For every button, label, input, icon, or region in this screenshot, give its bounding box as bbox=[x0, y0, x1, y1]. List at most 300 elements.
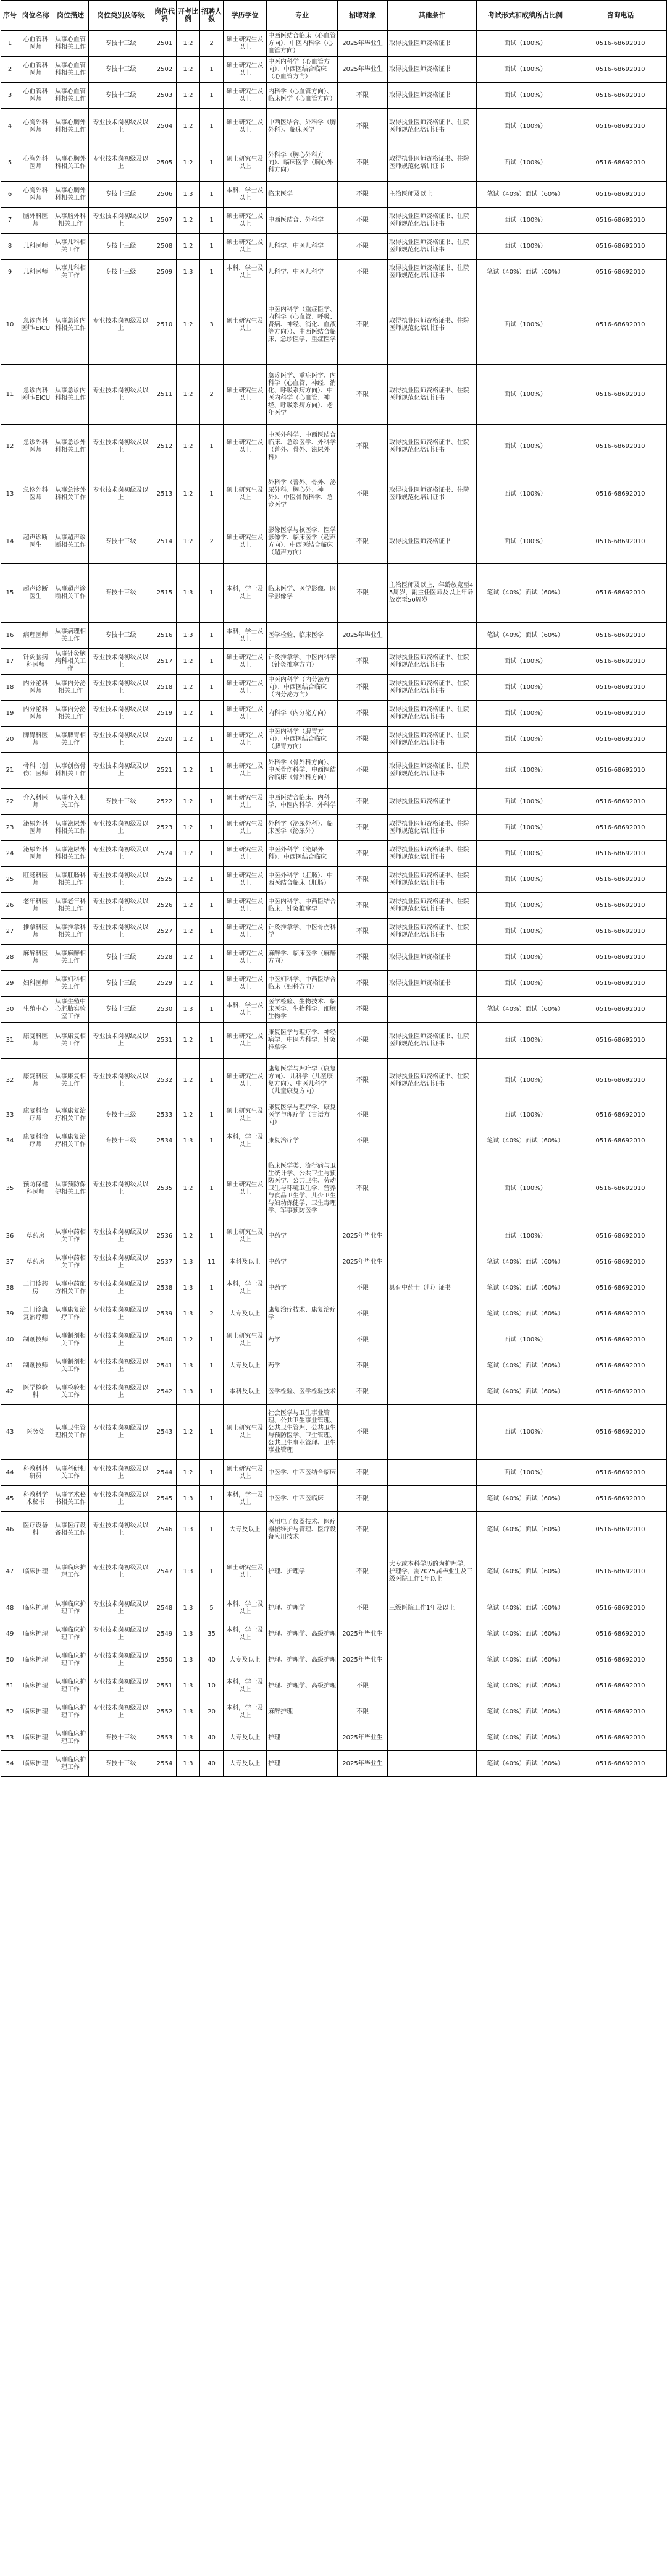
position-code-cell: 2515 bbox=[153, 564, 177, 623]
major-cell: 医学检验、医学检验技术 bbox=[267, 1379, 338, 1405]
table-row bbox=[1, 1621, 667, 1647]
position-desc-cell: 从事儿科相关工作 bbox=[52, 260, 89, 285]
position-desc-cell: 从事超声诊断相关工作 bbox=[52, 564, 89, 623]
position-desc-cell: 从事康复治疗相关工作 bbox=[52, 1102, 89, 1128]
exam-form-cell: 笔试（40%）面试（60%） bbox=[477, 623, 574, 649]
phone-cell: 0516-68692010 bbox=[574, 1154, 667, 1223]
exam-ratio-cell: 1:2 bbox=[177, 57, 200, 83]
exam-form-cell: 笔试（40%）面试（60%） bbox=[477, 1353, 574, 1379]
position-desc-cell: 从事超声诊断相关工作 bbox=[52, 520, 89, 564]
phone-cell: 0516-68692010 bbox=[574, 1647, 667, 1673]
headcount-cell: 1 bbox=[200, 841, 224, 867]
seq-cell: 29 bbox=[1, 971, 19, 997]
table-row bbox=[1, 1249, 667, 1275]
major-cell: 药学 bbox=[267, 1327, 338, 1353]
position-level-cell: 专技十三级 bbox=[89, 1128, 153, 1154]
headcount-cell: 3 bbox=[200, 285, 224, 365]
position-code-cell: 2530 bbox=[153, 997, 177, 1023]
position-desc-cell: 从事脑外科相关工作 bbox=[52, 208, 89, 234]
major-cell: 中医内科学、中西医结合临床、针灸推拿学 bbox=[267, 893, 338, 919]
headcount-cell: 2 bbox=[200, 365, 224, 425]
position-code-cell: 2501 bbox=[153, 31, 177, 57]
target-cell: 不限 bbox=[338, 789, 388, 815]
phone-cell: 0516-68692010 bbox=[574, 83, 667, 109]
exam-form-cell: 笔试（40%）面试（60%） bbox=[477, 1379, 574, 1405]
headcount-cell: 40 bbox=[200, 1751, 224, 1777]
education-cell: 硕士研究生及以上 bbox=[224, 815, 267, 841]
position-code-cell: 2509 bbox=[153, 260, 177, 285]
position-desc-cell: 从事心胸外科相关工作 bbox=[52, 109, 89, 145]
headcount-cell: 1 bbox=[200, 997, 224, 1023]
position-desc-cell: 从事康复治疗相关工作 bbox=[52, 1128, 89, 1154]
exam-ratio-cell: 1:2 bbox=[177, 815, 200, 841]
headcount-cell: 20 bbox=[200, 1699, 224, 1725]
phone-cell: 0516-68692010 bbox=[574, 208, 667, 234]
other-conditions-cell bbox=[388, 1154, 477, 1223]
education-cell: 硕士研究生及以上 bbox=[224, 520, 267, 564]
table-row bbox=[1, 1460, 667, 1486]
target-cell: 不限 bbox=[338, 1128, 388, 1154]
target-cell: 不限 bbox=[338, 701, 388, 727]
position-desc-cell: 从事妇科相关工作 bbox=[52, 971, 89, 997]
position-desc-cell: 从事中药配方相关工作 bbox=[52, 1275, 89, 1301]
position-level-cell: 专业技术岗初级及以上 bbox=[89, 867, 153, 893]
exam-form-cell: 笔试（40%）面试（60%） bbox=[477, 1725, 574, 1751]
exam-ratio-cell: 1:2 bbox=[177, 468, 200, 520]
table-row bbox=[1, 1405, 667, 1460]
target-cell: 不限 bbox=[338, 893, 388, 919]
education-cell: 本科，学士及以上 bbox=[224, 1595, 267, 1621]
major-cell: 外科学（泌尿外科）、临床医学（泌尿外） bbox=[267, 815, 338, 841]
table-row bbox=[1, 623, 667, 649]
education-cell: 硕士研究生及以上 bbox=[224, 1023, 267, 1059]
position-code-cell: 2504 bbox=[153, 109, 177, 145]
education-cell: 本科，学士及以上 bbox=[224, 623, 267, 649]
seq-cell: 28 bbox=[1, 945, 19, 971]
header-cell: 专业 bbox=[267, 1, 338, 31]
position-name-cell: 急诊外科医师 bbox=[19, 468, 52, 520]
phone-cell: 0516-68692010 bbox=[574, 1102, 667, 1128]
header-cell: 学历学位 bbox=[224, 1, 267, 31]
exam-ratio-cell: 1:2 bbox=[177, 1059, 200, 1102]
education-cell: 硕士研究生及以上 bbox=[224, 31, 267, 57]
position-name-cell: 康复科医师 bbox=[19, 1023, 52, 1059]
position-name-cell: 儿科医师 bbox=[19, 234, 52, 260]
position-code-cell: 2516 bbox=[153, 623, 177, 649]
target-cell: 不限 bbox=[338, 1379, 388, 1405]
header-cell: 岗位类别及等级 bbox=[89, 1, 153, 31]
seq-cell: 19 bbox=[1, 701, 19, 727]
exam-form-cell: 面试（100%） bbox=[477, 971, 574, 997]
other-conditions-cell: 取得执业医师资格证书、住院医师规范化培训证书 bbox=[388, 841, 477, 867]
headcount-cell: 1 bbox=[200, 145, 224, 182]
table-row bbox=[1, 675, 667, 701]
exam-form-cell: 面试（100%） bbox=[477, 841, 574, 867]
header-cell: 岗位名称 bbox=[19, 1, 52, 31]
position-desc-cell: 从事心血管科相关工作 bbox=[52, 57, 89, 83]
major-cell: 中西医结合临床（心血管方向）、中医内科学（心血管方向） bbox=[267, 31, 338, 57]
headcount-cell: 1 bbox=[200, 1059, 224, 1102]
target-cell: 2025年毕业生 bbox=[338, 1621, 388, 1647]
phone-cell: 0516-68692010 bbox=[574, 365, 667, 425]
position-desc-cell: 从事急诊外科相关工作 bbox=[52, 468, 89, 520]
target-cell: 不限 bbox=[338, 1405, 388, 1460]
education-cell: 硕士研究生及以上 bbox=[224, 649, 267, 675]
other-conditions-cell bbox=[388, 1379, 477, 1405]
major-cell: 护理 bbox=[267, 1751, 338, 1777]
position-name-cell: 医学检验科 bbox=[19, 1379, 52, 1405]
position-desc-cell: 从事内分泌相关工作 bbox=[52, 675, 89, 701]
position-code-cell: 2503 bbox=[153, 83, 177, 109]
exam-ratio-cell: 1:3 bbox=[177, 1512, 200, 1548]
position-level-cell: 专业技术岗初级及以上 bbox=[89, 919, 153, 945]
major-cell: 内科学（内分泌方向） bbox=[267, 701, 338, 727]
headcount-cell: 40 bbox=[200, 1647, 224, 1673]
exam-form-cell: 面试（100%） bbox=[477, 57, 574, 83]
table-row bbox=[1, 182, 667, 208]
exam-ratio-cell: 1:2 bbox=[177, 893, 200, 919]
seq-cell: 10 bbox=[1, 285, 19, 365]
position-name-cell: 泌尿外科医师 bbox=[19, 815, 52, 841]
seq-cell: 35 bbox=[1, 1154, 19, 1223]
education-cell: 本科及以上 bbox=[224, 1249, 267, 1275]
target-cell: 不限 bbox=[338, 425, 388, 468]
target-cell: 不限 bbox=[338, 109, 388, 145]
position-name-cell: 儿科医师 bbox=[19, 260, 52, 285]
phone-cell: 0516-68692010 bbox=[574, 1486, 667, 1512]
seq-cell: 30 bbox=[1, 997, 19, 1023]
table-row bbox=[1, 727, 667, 753]
education-cell: 硕士研究生及以上 bbox=[224, 945, 267, 971]
position-desc-cell: 从事卫生管理相关工作 bbox=[52, 1405, 89, 1460]
seq-cell: 50 bbox=[1, 1647, 19, 1673]
headcount-cell: 40 bbox=[200, 1725, 224, 1751]
table-row bbox=[1, 1223, 667, 1249]
position-name-cell: 针灸脑病科医师 bbox=[19, 649, 52, 675]
exam-ratio-cell: 1:2 bbox=[177, 1154, 200, 1223]
target-cell: 不限 bbox=[338, 971, 388, 997]
position-desc-cell: 从事心胸外科相关工作 bbox=[52, 182, 89, 208]
target-cell: 2025年毕业生 bbox=[338, 1647, 388, 1673]
position-code-cell: 2502 bbox=[153, 57, 177, 83]
exam-ratio-cell: 1:2 bbox=[177, 285, 200, 365]
education-cell: 硕士研究生及以上 bbox=[224, 365, 267, 425]
position-level-cell: 专技十三级 bbox=[89, 1751, 153, 1777]
exam-form-cell: 笔试（40%）面试（60%） bbox=[477, 1751, 574, 1777]
position-name-cell: 急诊外科医师 bbox=[19, 425, 52, 468]
position-desc-cell: 从事中药相关工作 bbox=[52, 1223, 89, 1249]
position-desc-cell: 从事脾胃相关工作 bbox=[52, 727, 89, 753]
education-cell: 硕士研究生及以上 bbox=[224, 57, 267, 83]
phone-cell: 0516-68692010 bbox=[574, 649, 667, 675]
position-code-cell: 2549 bbox=[153, 1621, 177, 1647]
seq-cell: 37 bbox=[1, 1249, 19, 1275]
exam-form-cell: 笔试（40%）面试（60%） bbox=[477, 1128, 574, 1154]
other-conditions-cell bbox=[388, 1621, 477, 1647]
position-name-cell: 生殖中心 bbox=[19, 997, 52, 1023]
exam-ratio-cell: 1:2 bbox=[177, 234, 200, 260]
table-row bbox=[1, 867, 667, 893]
seq-cell: 17 bbox=[1, 649, 19, 675]
position-level-cell: 专业技术岗初级及以上 bbox=[89, 109, 153, 145]
position-level-cell: 专业技术岗初级及以上 bbox=[89, 208, 153, 234]
seq-cell: 33 bbox=[1, 1102, 19, 1128]
target-cell: 不限 bbox=[338, 1059, 388, 1102]
table-row bbox=[1, 1725, 667, 1751]
position-desc-cell: 从事生殖中心胚胎实验室工作 bbox=[52, 997, 89, 1023]
position-level-cell: 专业技术岗初级及以上 bbox=[89, 727, 153, 753]
table-row bbox=[1, 841, 667, 867]
exam-form-cell: 面试（100%） bbox=[477, 1059, 574, 1102]
seq-cell: 36 bbox=[1, 1223, 19, 1249]
education-cell: 硕士研究生及以上 bbox=[224, 1460, 267, 1486]
position-desc-cell: 从事临床护理工作 bbox=[52, 1647, 89, 1673]
position-level-cell: 专业技术岗初级及以上 bbox=[89, 1595, 153, 1621]
position-desc-cell: 从事麻醉相关工作 bbox=[52, 945, 89, 971]
major-cell: 影像医学与核医学、医学影像学、临床医学（超声方向）、中西医结合临床（超声方向） bbox=[267, 520, 338, 564]
headcount-cell: 1 bbox=[200, 727, 224, 753]
position-code-cell: 2546 bbox=[153, 1512, 177, 1548]
seq-cell: 46 bbox=[1, 1512, 19, 1548]
major-cell: 康复治疗学 bbox=[267, 1128, 338, 1154]
position-desc-cell: 从事中药相关工作 bbox=[52, 1249, 89, 1275]
position-level-cell: 专业技术岗初级及以上 bbox=[89, 1379, 153, 1405]
target-cell: 不限 bbox=[338, 997, 388, 1023]
major-cell: 中医内科学（重症医学、内科学（心血管、呼吸、肾病、神经、消化、血液等方向））、中西医结合临床、急诊医学、重症医学 bbox=[267, 285, 338, 365]
exam-form-cell: 笔试（40%）面试（60%） bbox=[477, 260, 574, 285]
major-cell: 护理 bbox=[267, 1725, 338, 1751]
major-cell: 中医妇科学、中西医结合临床（妇科方向） bbox=[267, 971, 338, 997]
table-row bbox=[1, 468, 667, 520]
target-cell: 不限 bbox=[338, 182, 388, 208]
exam-ratio-cell: 1:3 bbox=[177, 1673, 200, 1699]
table-row bbox=[1, 520, 667, 564]
target-cell: 不限 bbox=[338, 208, 388, 234]
position-name-cell: 老年科医师 bbox=[19, 893, 52, 919]
headcount-cell: 1 bbox=[200, 425, 224, 468]
headcount-cell: 1 bbox=[200, 208, 224, 234]
education-cell: 硕士研究生及以上 bbox=[224, 675, 267, 701]
position-desc-cell: 从事临床护理工作 bbox=[52, 1673, 89, 1699]
position-desc-cell: 从事科研相关工作 bbox=[52, 1460, 89, 1486]
position-name-cell: 临床护理 bbox=[19, 1548, 52, 1595]
position-code-cell: 2517 bbox=[153, 649, 177, 675]
education-cell: 硕士研究生及以上 bbox=[224, 1548, 267, 1595]
other-conditions-cell: 取得执业医师资格证书、住院医师规范化培训证书 bbox=[388, 425, 477, 468]
exam-form-cell: 面试（100%） bbox=[477, 1327, 574, 1353]
exam-form-cell: 面试（100%） bbox=[477, 815, 574, 841]
position-code-cell: 2528 bbox=[153, 945, 177, 971]
seq-cell: 27 bbox=[1, 919, 19, 945]
position-level-cell: 专业技术岗初级及以上 bbox=[89, 425, 153, 468]
position-desc-cell: 从事临床护理工作 bbox=[52, 1595, 89, 1621]
other-conditions-cell: 取得执业医师资格证书、住院医师规范化培训证书 bbox=[388, 1023, 477, 1059]
position-name-cell: 草药房 bbox=[19, 1249, 52, 1275]
headcount-cell: 10 bbox=[200, 1673, 224, 1699]
seq-cell: 42 bbox=[1, 1379, 19, 1405]
exam-form-cell: 面试（100%） bbox=[477, 867, 574, 893]
headcount-cell: 1 bbox=[200, 468, 224, 520]
other-conditions-cell: 大专或本科学历的为护理学，护理学，需2025届毕业生及三级医院工作1年以上 bbox=[388, 1548, 477, 1595]
table-row bbox=[1, 945, 667, 971]
position-level-cell: 专技十三级 bbox=[89, 997, 153, 1023]
position-name-cell: 临床护理 bbox=[19, 1673, 52, 1699]
position-desc-cell: 从事心血管科相关工作 bbox=[52, 83, 89, 109]
other-conditions-cell bbox=[388, 1699, 477, 1725]
major-cell: 中药学 bbox=[267, 1275, 338, 1301]
phone-cell: 0516-68692010 bbox=[574, 971, 667, 997]
seq-cell: 18 bbox=[1, 675, 19, 701]
headcount-cell: 1 bbox=[200, 1154, 224, 1223]
position-name-cell: 骨科（创伤）医师 bbox=[19, 753, 52, 789]
position-level-cell: 专业技术岗初级及以上 bbox=[89, 1699, 153, 1725]
position-desc-cell: 从事创伤骨科相关工作 bbox=[52, 753, 89, 789]
headcount-cell: 1 bbox=[200, 1353, 224, 1379]
position-level-cell: 专业技术岗初级及以上 bbox=[89, 1249, 153, 1275]
table-row bbox=[1, 1486, 667, 1512]
position-name-cell: 制剂技师 bbox=[19, 1353, 52, 1379]
phone-cell: 0516-68692010 bbox=[574, 1673, 667, 1699]
other-conditions-cell bbox=[388, 1249, 477, 1275]
education-cell: 硕士研究生及以上 bbox=[224, 971, 267, 997]
position-code-cell: 2524 bbox=[153, 841, 177, 867]
major-cell: 针灸推拿学、中医内科学（针灸推拿方向） bbox=[267, 649, 338, 675]
table-row bbox=[1, 1023, 667, 1059]
position-name-cell: 脾胃科医师 bbox=[19, 727, 52, 753]
phone-cell: 0516-68692010 bbox=[574, 1751, 667, 1777]
position-name-cell: 临床护理 bbox=[19, 1751, 52, 1777]
exam-ratio-cell: 1:2 bbox=[177, 701, 200, 727]
position-name-cell: 心血管科医师 bbox=[19, 83, 52, 109]
other-conditions-cell bbox=[388, 1102, 477, 1128]
education-cell: 本科，学士及以上 bbox=[224, 260, 267, 285]
exam-ratio-cell: 1:3 bbox=[177, 1249, 200, 1275]
target-cell: 不限 bbox=[338, 919, 388, 945]
education-cell: 硕士研究生及以上 bbox=[224, 753, 267, 789]
position-desc-cell: 从事临床护理工作 bbox=[52, 1699, 89, 1725]
target-cell: 不限 bbox=[338, 1512, 388, 1548]
position-name-cell: 草药房 bbox=[19, 1223, 52, 1249]
seq-cell: 6 bbox=[1, 182, 19, 208]
seq-cell: 44 bbox=[1, 1460, 19, 1486]
position-code-cell: 2535 bbox=[153, 1154, 177, 1223]
seq-cell: 43 bbox=[1, 1405, 19, 1460]
position-code-cell: 2505 bbox=[153, 145, 177, 182]
education-cell: 本科，学士及以上 bbox=[224, 997, 267, 1023]
major-cell: 外科学（胸心外科方向）、临床医学（胸心外科方向） bbox=[267, 145, 338, 182]
position-name-cell: 科教科学术秘书 bbox=[19, 1486, 52, 1512]
exam-ratio-cell: 1:3 bbox=[177, 1699, 200, 1725]
position-code-cell: 2514 bbox=[153, 520, 177, 564]
phone-cell: 0516-68692010 bbox=[574, 623, 667, 649]
position-code-cell: 2537 bbox=[153, 1249, 177, 1275]
exam-ratio-cell: 1:3 bbox=[177, 1751, 200, 1777]
major-cell: 中医外科学（泌尿外科）、中西医结合临床 bbox=[267, 841, 338, 867]
position-level-cell: 专业技术岗初级及以上 bbox=[89, 701, 153, 727]
major-cell: 护理、护理学、高级护理 bbox=[267, 1673, 338, 1699]
major-cell: 麻醉学、临床医学（麻醉方向） bbox=[267, 945, 338, 971]
seq-cell: 45 bbox=[1, 1486, 19, 1512]
other-conditions-cell: 取得执业医师资格证书 bbox=[388, 789, 477, 815]
exam-ratio-cell: 1:3 bbox=[177, 1486, 200, 1512]
other-conditions-cell bbox=[388, 1751, 477, 1777]
target-cell: 不限 bbox=[338, 815, 388, 841]
position-name-cell: 脑外科医师 bbox=[19, 208, 52, 234]
headcount-cell: 1 bbox=[200, 1379, 224, 1405]
major-cell: 内科学（心血管方向）、临床医学（心血管方向） bbox=[267, 83, 338, 109]
major-cell: 中医内科学（心血管方向）、中西医结合临床（心血管方向） bbox=[267, 57, 338, 83]
major-cell: 中医外科学（肛肠）、中西医结合临床（肛肠） bbox=[267, 867, 338, 893]
phone-cell: 0516-68692010 bbox=[574, 1512, 667, 1548]
exam-form-cell: 面试（100%） bbox=[477, 425, 574, 468]
table-row bbox=[1, 1673, 667, 1699]
other-conditions-cell bbox=[388, 1405, 477, 1460]
exam-form-cell: 面试（100%） bbox=[477, 1102, 574, 1128]
other-conditions-cell: 取得执业医师资格证书、住院医师规范化培训证书 bbox=[388, 649, 477, 675]
exam-ratio-cell: 1:2 bbox=[177, 753, 200, 789]
headcount-cell: 35 bbox=[200, 1621, 224, 1647]
headcount-cell: 1 bbox=[200, 1128, 224, 1154]
education-cell: 硕士研究生及以上 bbox=[224, 727, 267, 753]
exam-form-cell: 面试（100%） bbox=[477, 893, 574, 919]
target-cell: 不限 bbox=[338, 727, 388, 753]
exam-ratio-cell: 1:3 bbox=[177, 1595, 200, 1621]
major-cell: 急诊医学、重症医学、内科学（心血管、神经、消化、呼吸系病方向）、中医内科学（心血管、神经、呼吸系病方向）、老年医学 bbox=[267, 365, 338, 425]
phone-cell: 0516-68692010 bbox=[574, 789, 667, 815]
education-cell: 硕士研究生及以上 bbox=[224, 701, 267, 727]
exam-ratio-cell: 1:3 bbox=[177, 1725, 200, 1751]
major-cell: 康复医学与理疗学、康复医学与理疗学（言语方向） bbox=[267, 1102, 338, 1128]
headcount-cell: 1 bbox=[200, 1486, 224, 1512]
seq-cell: 49 bbox=[1, 1621, 19, 1647]
phone-cell: 0516-68692010 bbox=[574, 727, 667, 753]
phone-cell: 0516-68692010 bbox=[574, 701, 667, 727]
major-cell: 康复医学与理疗学（康复方向）、儿科学（儿童康复方向）、中医儿科学（儿童康复方向） bbox=[267, 1059, 338, 1102]
table-row bbox=[1, 1327, 667, 1353]
phone-cell: 0516-68692010 bbox=[574, 1128, 667, 1154]
exam-form-cell: 笔试（40%）面试（60%） bbox=[477, 1673, 574, 1699]
position-level-cell: 专技十三级 bbox=[89, 1102, 153, 1128]
exam-ratio-cell: 1:2 bbox=[177, 109, 200, 145]
table-row bbox=[1, 365, 667, 425]
phone-cell: 0516-68692010 bbox=[574, 997, 667, 1023]
position-code-cell: 2552 bbox=[153, 1699, 177, 1725]
position-name-cell: 超声诊断医生 bbox=[19, 564, 52, 623]
phone-cell: 0516-68692010 bbox=[574, 145, 667, 182]
phone-cell: 0516-68692010 bbox=[574, 1023, 667, 1059]
position-code-cell: 2508 bbox=[153, 234, 177, 260]
exam-form-cell: 笔试（40%）面试（60%） bbox=[477, 1595, 574, 1621]
headcount-cell: 1 bbox=[200, 109, 224, 145]
headcount-cell: 1 bbox=[200, 701, 224, 727]
other-conditions-cell: 取得执业医师资格证书 bbox=[388, 57, 477, 83]
position-level-cell: 专业技术岗初级及以上 bbox=[89, 1460, 153, 1486]
position-level-cell: 专技十三级 bbox=[89, 234, 153, 260]
position-name-cell: 临床护理 bbox=[19, 1595, 52, 1621]
education-cell: 硕士研究生及以上 bbox=[224, 841, 267, 867]
phone-cell: 0516-68692010 bbox=[574, 945, 667, 971]
exam-form-cell: 笔试（40%）面试（60%） bbox=[477, 1249, 574, 1275]
exam-ratio-cell: 1:2 bbox=[177, 520, 200, 564]
position-name-cell: 急诊内科医师-EICU bbox=[19, 285, 52, 365]
exam-ratio-cell: 1:2 bbox=[177, 31, 200, 57]
headcount-cell: 1 bbox=[200, 753, 224, 789]
seq-cell: 22 bbox=[1, 789, 19, 815]
exam-ratio-cell: 1:3 bbox=[177, 1548, 200, 1595]
exam-form-cell: 面试（100%） bbox=[477, 285, 574, 365]
exam-form-cell: 笔试（40%）面试（60%） bbox=[477, 1548, 574, 1595]
other-conditions-cell bbox=[388, 997, 477, 1023]
